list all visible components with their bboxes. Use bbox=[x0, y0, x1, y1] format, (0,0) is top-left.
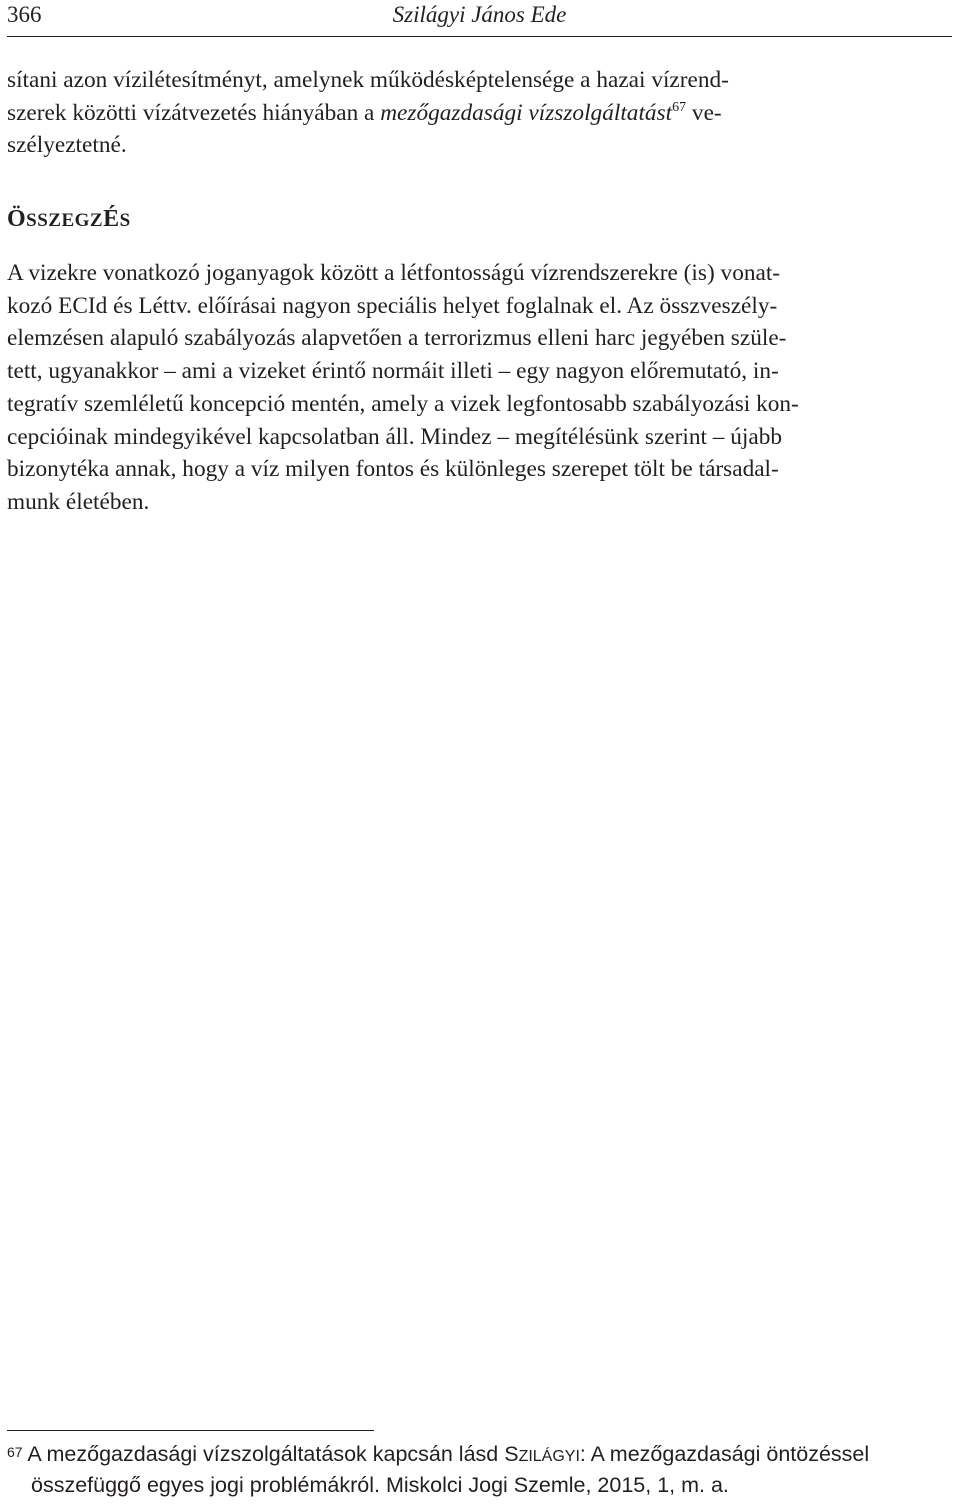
heading-accent-letter: É bbox=[103, 206, 120, 232]
footnote-line bbox=[7, 1440, 953, 1471]
author-smallcaps: ZILÁGYI bbox=[518, 1448, 580, 1465]
section-heading bbox=[7, 206, 131, 233]
paragraph-line: tett, ugyanakkor – ami a vizeket érintő normáit illeti – egy nagyon előremutató, in- bbox=[7, 358, 779, 385]
header-rule bbox=[7, 36, 952, 37]
running-title: Szilágyi János Ede bbox=[392, 2, 567, 27]
heading-smallcaps: S bbox=[119, 210, 131, 231]
summary-paragraph bbox=[7, 257, 953, 519]
paragraph-line: kozó ECId és Léttv. előírásai nagyon speciális helyet foglalnak el. Az összveszély- bbox=[7, 292, 778, 319]
text-span: : A mezőgazdasági öntözéssel bbox=[579, 1442, 870, 1466]
paragraph-line: bizonytéka annak, hogy a víz milyen fontos és különleges szerepet tölt be társadal- bbox=[7, 456, 779, 483]
footnote-reference[interactable]: 67 bbox=[672, 99, 687, 115]
page-number: 366 bbox=[7, 2, 42, 27]
text-span: ve- bbox=[686, 99, 722, 126]
footnote-line: összefüggő egyes jogi problémákról. Miskolci Jogi Szemle, 2015, 1, m. a. bbox=[31, 1473, 729, 1497]
page-header bbox=[7, 0, 952, 36]
italic-term: mezőgazdasági vízszolgáltatást bbox=[380, 99, 673, 126]
paragraph-line bbox=[7, 97, 953, 130]
text-span: szerek közötti vízátvezetés hiányában a bbox=[7, 99, 381, 126]
text-span: A mezőgazdasági vízszolgáltatások kapcsán lásd bbox=[22, 1442, 505, 1466]
heading-smallcaps: SSZEGZ bbox=[26, 210, 104, 231]
paragraph-line: A vizekre vonatkozó joganyagok között a létfontosságú vízrendszerekre (is) vonat- bbox=[7, 260, 781, 286]
author-initial: S bbox=[504, 1442, 519, 1466]
paragraph-line: munk életében. bbox=[7, 488, 150, 515]
paragraph-line: szélyeztetné. bbox=[7, 132, 127, 159]
paragraph-line: tegratív szemléletű koncepció mentén, amely a vizek legfontosabb szabályozási kon- bbox=[7, 390, 799, 417]
footnote-rule bbox=[7, 1430, 374, 1431]
paragraph-line: sítani azon vízilétesítményt, amelynek működésképtelensége a hazai vízrend- bbox=[7, 67, 729, 93]
footnote-number: 67 bbox=[7, 1444, 23, 1460]
paragraph-continued bbox=[7, 64, 953, 162]
paragraph-line: cepcióinak mindegyikével kapcsolatban áll. Mindez – megítélésünk szerint – újabb bbox=[7, 423, 783, 450]
paragraph-line: elemzésen alapuló szabályozás alapvetően a terrorizmus elleni harc jegyében szüle- bbox=[7, 325, 787, 352]
heading-initial: Ö bbox=[7, 206, 27, 232]
footnote bbox=[7, 1440, 953, 1500]
